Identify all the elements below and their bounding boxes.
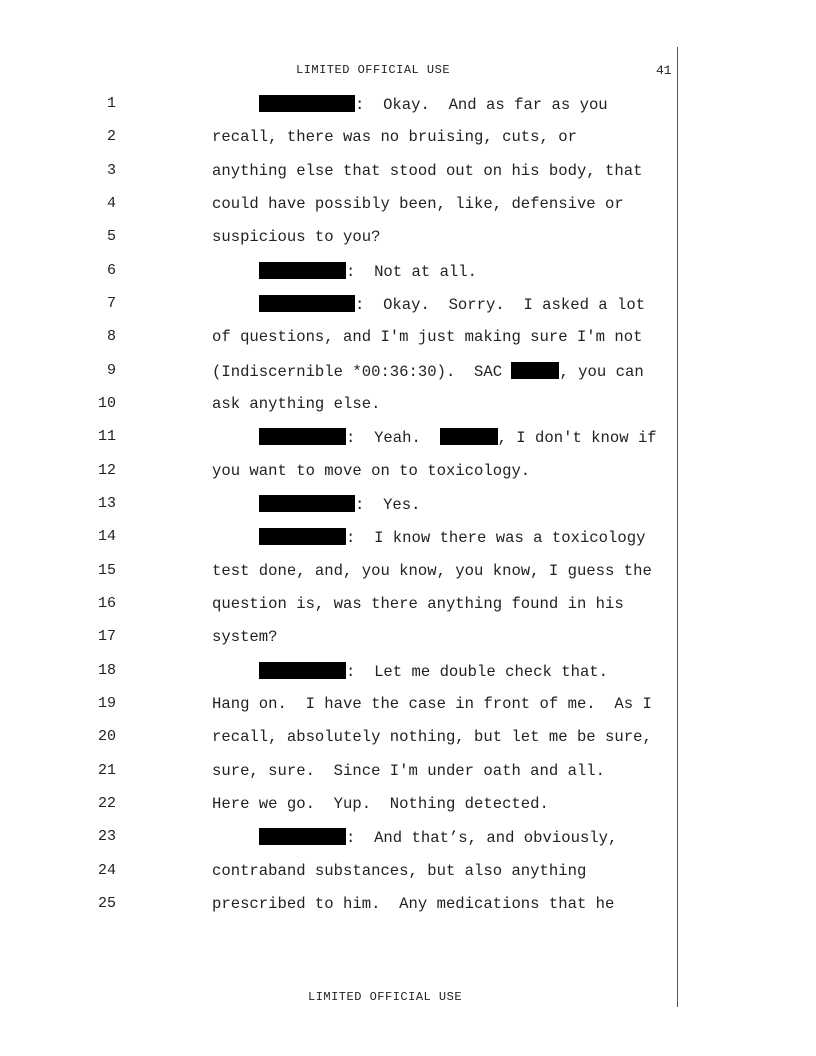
redaction-block (511, 362, 559, 379)
transcript-line: contraband substances, but also anything (212, 862, 587, 880)
line-number: 16 (97, 595, 116, 612)
line-number: 2 (106, 128, 116, 145)
redaction-block (259, 528, 346, 545)
line-number: 11 (97, 428, 116, 445)
line-number: 17 (97, 628, 116, 645)
transcript-line: could have possibly been, like, defensive or (212, 195, 624, 213)
line-number: 13 (97, 495, 116, 512)
transcript-line: you want to move on to toxicology. (212, 462, 531, 480)
redaction-block (259, 295, 355, 312)
transcript-line: recall, absolutely nothing, but let me be sure, (212, 728, 652, 746)
line-number: 9 (106, 362, 116, 379)
redaction-block (259, 662, 346, 679)
page-number: 41 (656, 63, 672, 78)
redaction-block (259, 95, 355, 112)
line-number: 10 (97, 395, 116, 412)
page-footer: LIMITED OFFICIAL USE (308, 990, 463, 1004)
redaction-block (259, 495, 355, 512)
transcript-line (259, 662, 608, 681)
transcript-line (259, 495, 421, 514)
transcript-line: Here we go. Yup. Nothing detected. (212, 795, 549, 813)
transcript-line: question is, was there anything found in his (212, 595, 624, 613)
line-number: 15 (97, 562, 116, 579)
line-number: 20 (97, 728, 116, 745)
line-number: 18 (97, 662, 116, 679)
transcript-line (259, 295, 645, 314)
transcript-line: system? (212, 628, 278, 646)
line-number: 5 (106, 228, 116, 245)
transcript-line: recall, there was no bruising, cuts, or (212, 128, 577, 146)
transcript-line: Hang on. I have the case in front of me. As I (212, 695, 652, 713)
line-text: : Yeah. (346, 429, 440, 447)
line-text: : And that’s, and obviously, (346, 829, 618, 847)
transcript-line (259, 528, 645, 547)
line-text: (Indiscernible *00:36:30). SAC (212, 363, 512, 381)
line-text: : Let me double check that. (346, 663, 609, 681)
line-number: 4 (106, 195, 116, 212)
transcript-line (259, 262, 477, 281)
line-text: , you can (559, 363, 644, 381)
line-number: 23 (97, 828, 116, 845)
line-number: 22 (97, 795, 116, 812)
line-text: : I know there was a toxicology (346, 529, 646, 547)
line-number: 24 (97, 862, 116, 879)
transcript-line: ask anything else. (212, 395, 381, 413)
line-number: 19 (97, 695, 116, 712)
transcript-line: sure, sure. Since I'm under oath and all. (212, 762, 606, 780)
transcript-line: anything else that stood out on his body, that (212, 162, 643, 180)
line-number: 14 (97, 528, 116, 545)
transcript-line (259, 428, 657, 447)
right-margin-rule (677, 47, 678, 1007)
transcript-line: suspicious to you? (212, 228, 381, 246)
line-number: 7 (106, 295, 116, 312)
page-header: LIMITED OFFICIAL USE (296, 63, 451, 77)
line-text: : Not at all. (346, 263, 478, 281)
line-text: , I don't know if (497, 429, 657, 447)
line-number: 6 (106, 262, 116, 279)
transcript-line: of questions, and I'm just making sure I'm not (212, 328, 643, 346)
line-text: : Okay. And as far as you (355, 96, 608, 114)
redaction-block (259, 828, 346, 845)
transcript-line (212, 362, 644, 381)
line-number: 25 (97, 895, 116, 912)
line-number: 12 (97, 462, 116, 479)
transcript-line: prescribed to him. Any medications that he (212, 895, 615, 913)
line-number: 21 (97, 762, 116, 779)
transcript-line (259, 828, 617, 847)
redaction-block (259, 262, 346, 279)
transcript-line (259, 95, 608, 114)
line-text: : Yes. (355, 496, 421, 514)
redaction-block (259, 428, 346, 445)
line-number: 3 (106, 162, 116, 179)
transcript-line: test done, and, you know, you know, I guess the (212, 562, 652, 580)
line-number: 8 (106, 328, 116, 345)
line-text: : Okay. Sorry. I asked a lot (355, 296, 646, 314)
line-number: 1 (106, 95, 116, 112)
redaction-block (440, 428, 498, 445)
